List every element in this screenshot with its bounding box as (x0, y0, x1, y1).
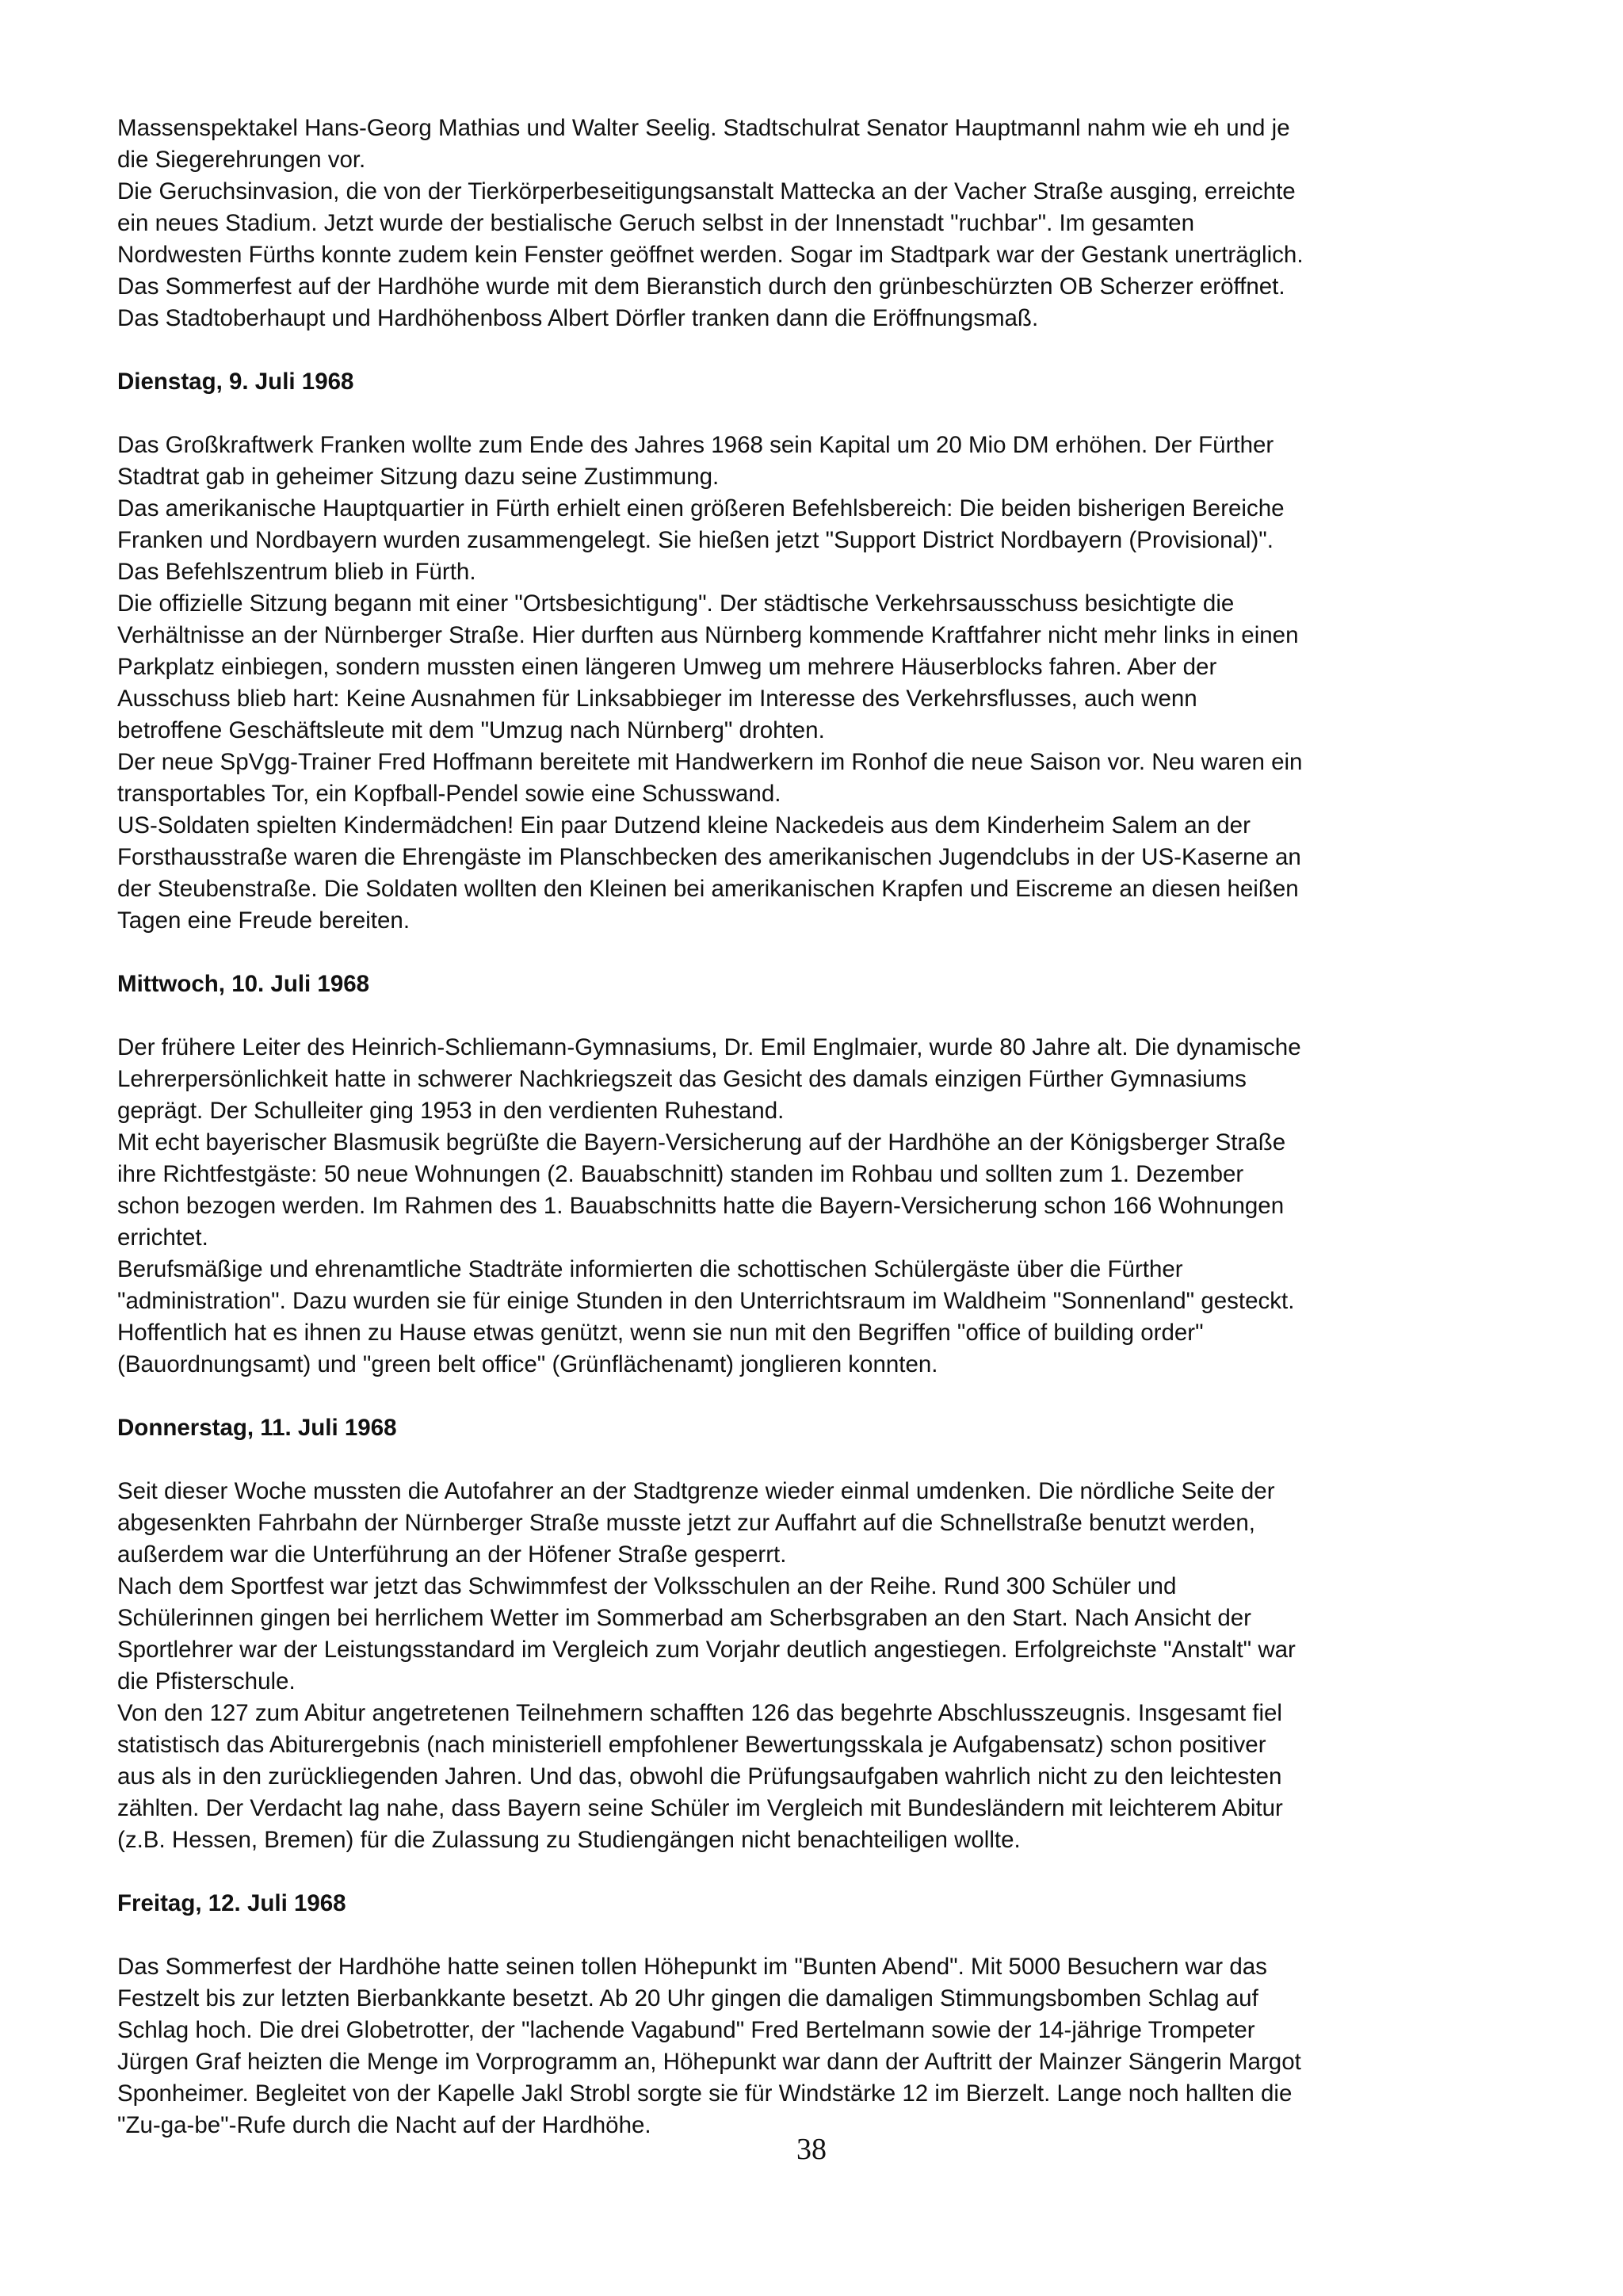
text-line: Das Großkraftwerk Franken wollte zum Ende des Jahres 1968 sein Kapital um 20 Mio DM erhöhen. Der Fürther (117, 432, 1274, 458)
paragraph (117, 493, 1512, 588)
text-line: Sportlehrer war der Leistungsstandard im Vergleich zum Vorjahr deutlich angestiegen. Erfolgreichste "Anstalt" war (117, 1637, 1296, 1663)
text-line: transportables Tor, ein Kopfball-Pendel sowie eine Schusswand. (117, 781, 781, 807)
text-line: Der neue SpVgg-Trainer Fred Hoffmann bereitete mit Handwerkern im Ronhof die neue Saison vor. Neu waren ein (117, 749, 1303, 775)
text-line: Das Stadtoberhaupt und Hardhöhenboss Albert Dörfler tranken dann die Eröffnungsmaß. (117, 305, 1039, 331)
paragraph-spacer (117, 937, 1512, 968)
text-line: Ausschuss blieb hart: Keine Ausnahmen für Linksabbieger im Interesse des Verkehrsflusses, auch wenn (117, 686, 1197, 712)
text-line: (z.B. Hessen, Bremen) für die Zulassung zu Studiengängen nicht benachteiligen wollte. (117, 1827, 1021, 1853)
paragraph (117, 1127, 1512, 1254)
text-line: Der frühere Leiter des Heinrich-Schliemann-Gymnasiums, Dr. Emil Englmaier, wurde 80 Jahre alt. Die dynamische (117, 1034, 1301, 1060)
paragraph (117, 1698, 1512, 1856)
paragraph (117, 176, 1512, 271)
date-heading: Dienstag, 9. Juli 1968 (117, 369, 354, 395)
paragraph-spacer (117, 1856, 1512, 1888)
text-line: die Siegerehrungen vor. (117, 147, 366, 173)
text-line: Die offizielle Sitzung begann mit einer "Ortsbesichtigung". Der städtische Verkehrsausschuss besichtigte die (117, 590, 1235, 617)
text-line: Seit dieser Woche mussten die Autofahrer an der Stadtgrenze wieder einmal umdenken. Die nördliche Seite der (117, 1478, 1275, 1504)
text-line: Das Sommerfest der Hardhöhe hatte seinen tollen Höhepunkt im "Bunten Abend". Mit 5000 Besuchern war das (117, 1954, 1267, 1980)
text-line: Mit echt bayerischer Blasmusik begrüßte die Bayern-Versicherung auf der Hardhöhe an der Königsberger Straße (117, 1129, 1286, 1156)
paragraph (117, 271, 1512, 334)
text-line: Festzelt bis zur letzten Bierbankkante besetzt. Ab 20 Uhr gingen die damaligen Stimmungsbomben Schlag auf (117, 1985, 1258, 2011)
text-line: Das Sommerfest auf der Hardhöhe wurde mit dem Bieranstich durch den grünbeschürzten OB Scherzer eröffnet. (117, 273, 1285, 300)
text-line: Tagen eine Freude bereiten. (117, 907, 411, 934)
text-line: Verhältnisse an der Nürnberger Straße. Hier durften aus Nürnberg kommende Kraftfahrer nicht mehr links in einen (117, 622, 1299, 648)
text-line: Schülerinnen gingen bei herrlichem Wetter im Sommerbad am Scherbsgraben an den Start. Nach Ansicht der (117, 1605, 1251, 1631)
text-line: Nordwesten Fürths konnte zudem kein Fenster geöffnet werden. Sogar im Stadtpark war der Gestank unerträglich. (117, 242, 1304, 268)
paragraph (117, 1951, 1512, 2141)
text-line: (Bauordnungsamt) und "green belt office" (Grünflächenamt) jonglieren konnten. (117, 1351, 938, 1377)
text-line: ihre Richtfestgäste: 50 neue Wohnungen (2. Bauabschnitt) standen im Rohbau und sollten zum 1. Dezember (117, 1161, 1244, 1187)
text-line: errichtet. (117, 1224, 208, 1251)
text-line: US-Soldaten spielten Kindermädchen! Ein paar Dutzend kleine Nackedeis aus dem Kinderheim Salem an der (117, 812, 1251, 839)
paragraph (117, 588, 1512, 747)
text-line: abgesenkten Fahrbahn der Nürnberger Straße musste jetzt zur Auffahrt auf die Schnellstraße benutzt werden, (117, 1510, 1255, 1536)
paragraph-spacer (117, 334, 1512, 366)
date-heading: Donnerstag, 11. Juli 1968 (117, 1415, 397, 1441)
text-line: Forsthausstraße waren die Ehrengäste im Planschbecken des amerikanischen Jugendclubs in der US-Kaserne an (117, 844, 1301, 870)
text-line: statistisch das Abiturergebnis (nach ministeriell empfohlener Bewertungsskala je Aufgabensatz) schon positiver (117, 1732, 1266, 1758)
document-page (117, 113, 1512, 2141)
text-line: aus als in den zurückliegenden Jahren. Und das, obwohl die Prüfungsaufgaben wahrlich nicht zu den leichtesten (117, 1763, 1282, 1790)
text-line: Hoffentlich hat es ihnen zu Hause etwas genützt, wenn sie nun mit den Begriffen "office of building order" (117, 1320, 1204, 1346)
paragraph (117, 430, 1512, 493)
paragraph (117, 113, 1512, 176)
text-line: Berufsmäßige und ehrenamtliche Stadträte informierten die schottischen Schülergäste über die Fürther (117, 1256, 1183, 1282)
paragraph-spacer (117, 1920, 1512, 1951)
paragraph (117, 1254, 1512, 1381)
text-line: zählten. Der Verdacht lag nahe, dass Bayern seine Schüler im Vergleich mit Bundesländern mit leichterem Abitur (117, 1795, 1283, 1821)
paragraph (117, 1476, 1512, 1571)
text-line: Parkplatz einbiegen, sondern mussten einen längeren Umweg um mehrere Häuserblocks fahren. Aber der (117, 654, 1217, 680)
text-line: ein neues Stadium. Jetzt wurde der bestialische Geruch selbst in der Innenstadt "ruchbar". Im gesamten (117, 210, 1194, 236)
text-line: Nach dem Sportfest war jetzt das Schwimmfest der Volksschulen an der Reihe. Rund 300 Schüler und (117, 1573, 1177, 1599)
text-line: Die Geruchsinvasion, die von der Tierkörperbeseitigungsanstalt Mattecka an der Vacher Straße ausging, erreichte (117, 178, 1296, 204)
text-line: Franken und Nordbayern wurden zusammengelegt. Sie hießen jetzt "Support District Nordbayern (Provisional)". (117, 527, 1274, 553)
paragraph-spacer (117, 398, 1512, 430)
date-heading: Freitag, 12. Juli 1968 (117, 1890, 346, 1916)
page-number: 38 (796, 2133, 827, 2166)
text-line: außerdem war die Unterführung an der Höfener Straße gesperrt. (117, 1541, 787, 1568)
text-line: Lehrerpersönlichkeit hatte in schwerer Nachkriegszeit das Gesicht des damals einzigen Fürther Gymnasiums (117, 1066, 1247, 1092)
text-line: "administration". Dazu wurden sie für einige Stunden in den Unterrichtsraum im Waldheim "Sonnenland" gesteckt. (117, 1288, 1295, 1314)
paragraph-spacer (117, 1000, 1512, 1032)
text-line: der Steubenstraße. Die Soldaten wollten den Kleinen bei amerikanischen Krapfen und Eiscreme an diesen heißen (117, 876, 1299, 902)
paragraph (117, 810, 1512, 937)
date-heading: Mittwoch, 10. Juli 1968 (117, 971, 370, 997)
paragraph (117, 747, 1512, 810)
text-line: die Pfisterschule. (117, 1668, 296, 1694)
paragraph (117, 1032, 1512, 1127)
text-line: geprägt. Der Schulleiter ging 1953 in den verdienten Ruhestand. (117, 1098, 785, 1124)
text-line: Stadtrat gab in geheimer Sitzung dazu seine Zustimmung. (117, 464, 720, 490)
text-line: Massenspektakel Hans-Georg Mathias und Walter Seelig. Stadtschulrat Senator Hauptmannl nahm wie eh und je (117, 115, 1290, 141)
paragraph-spacer (117, 1381, 1512, 1412)
text-line: "Zu-ga-be"-Rufe durch die Nacht auf der Hardhöhe. (117, 2112, 651, 2138)
text-line: Schlag hoch. Die drei Globetrotter, der "lachende Vagabund" Fred Bertelmann sowie der 14-jährige Trompeter (117, 2017, 1255, 2043)
text-line: betroffene Geschäftsleute mit dem "Umzug nach Nürnberg" drohten. (117, 717, 825, 743)
paragraph-spacer (117, 1444, 1512, 1476)
text-line: Von den 127 zum Abitur angetretenen Teilnehmern schafften 126 das begehrte Abschlusszeugnis. Insgesamt fiel (117, 1700, 1282, 1726)
text-line: Das Befehlszentrum blieb in Fürth. (117, 559, 476, 585)
paragraph (117, 1571, 1512, 1698)
text-line: Das amerikanische Hauptquartier in Fürth erhielt einen größeren Befehlsbereich: Die beiden bisherigen Bereiche (117, 495, 1285, 521)
text-line: schon bezogen werden. Im Rahmen des 1. Bauabschnitts hatte die Bayern-Versicherung schon 166 Wohnungen (117, 1193, 1285, 1219)
text-line: Sponheimer. Begleitet von der Kapelle Jakl Strobl sorgte sie für Windstärke 12 im Bierzelt. Lange noch hallten die (117, 2080, 1293, 2107)
text-line: Jürgen Graf heizten die Menge im Vorprogramm an, Höhepunkt war dann der Auftritt der Mainzer Sängerin Margot (117, 2049, 1301, 2075)
